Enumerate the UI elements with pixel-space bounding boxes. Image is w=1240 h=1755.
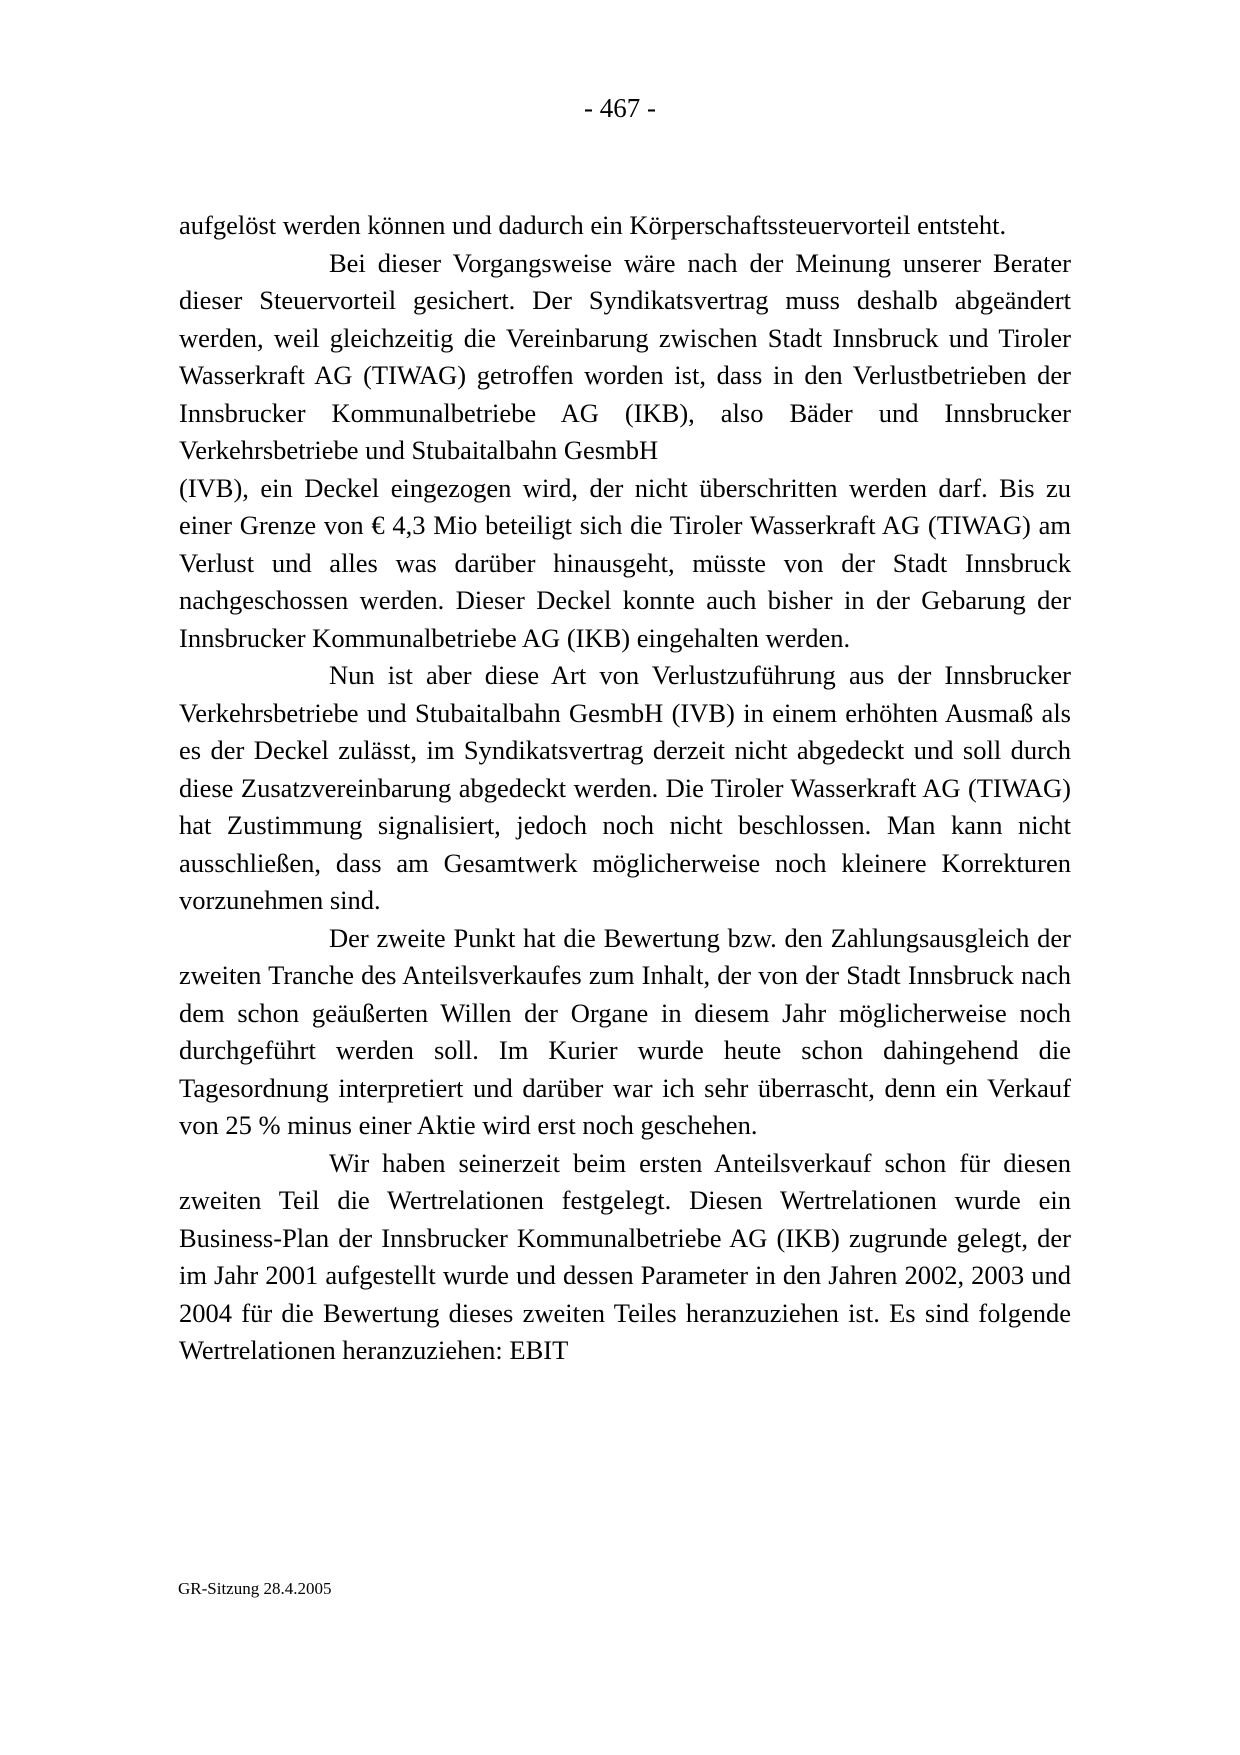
paragraph-continuation: (IVB), ein Deckel eingezogen wird, der nicht überschritten werden darf. Bis zu einer Grenze von € 4,3 Mio beteiligt sich die Tiroler Wasserkraft AG (TIWAG) am Verlust und alles was darüber hinausgeht, müsste von der Stadt Innsbruck nachgeschossen werden. Dieser Deckel konnte auch bisher in der Gebarung der Innsbrucker Kommunalbetriebe AG (IKB) eingehalten werden. bbox=[179, 472, 1071, 653]
paragraph: Bei dieser Vorgangsweise wäre nach der Meinung unserer Berater dieser Steuervorteil gesichert. Der Syndikatsvertrag muss deshalb abgeändert werden, weil gleichzeitig die Vereinbarung zwischen Stadt Innsbruck und Tiroler Wasserkraft AG (TIWAG) getroffen worden ist, dass in den Verlustbetrieben der Innsbrucker Kommunalbetriebe AG (IKB), also Bäder und Innsbrucker Verkehrsbetriebe und Stubaitalbahn GesmbH bbox=[179, 247, 1071, 465]
page-footer: GR-Sitzung 28.4.2005 bbox=[178, 1579, 332, 1598]
paragraph: Der zweite Punkt hat die Bewertung bzw. den Zahlungsausgleich der zweiten Tranche des Anteilsverkaufes zum Inhalt, der von der Stadt Innsbruck nach dem schon geäußerten Willen der Organe in diesem Jahr möglicherweise noch durchgeführt werden soll. Im Kurier wurde heute schon dahingehend die Tagesordnung interpretiert und darüber war ich sehr überrascht, denn ein Verkauf von 25 % minus einer Aktie wird erst noch geschehen. bbox=[179, 922, 1071, 1140]
paragraph: Wir haben seinerzeit beim ersten Anteilsverkauf schon für diesen zweiten Teil die Wertrelationen festgelegt. Diesen Wertrelationen wurde ein Business-Plan der Innsbrucker Kommunalbetriebe AG (IKB) zugrunde gelegt, der im Jahr 2001 aufgestellt wurde und dessen Parameter in den Jahren 2002, 2003 und 2004 für die Bewertung dieses zweiten Teiles heranzuziehen ist. Es sind folgende Wertrelationen heranzuziehen: EBIT bbox=[179, 1147, 1071, 1365]
paragraph-continuation: aufgelöst werden können und dadurch ein Körperschaftssteuervorteil entsteht. bbox=[179, 210, 1007, 240]
page-number: - 467 - bbox=[584, 93, 656, 123]
document-body bbox=[179, 207, 1071, 1370]
paragraph: Nun ist aber diese Art von Verlustzuführung aus der Innsbrucker Verkehrsbetriebe und Stubaitalbahn GesmbH (IVB) in einem erhöhten Ausmaß als es der Deckel zulässt, im Syndikatsvertrag derzeit nicht abgedeckt und soll durch diese Zusatzvereinbarung abgedeckt werden. Die Tiroler Wasserkraft AG (TIWAG) hat Zustimmung signalisiert, jedoch noch nicht beschlossen. Man kann nicht ausschließen, dass am Gesamtwerk möglicherweise noch kleinere Korrekturen vorzunehmen sind. bbox=[179, 660, 1071, 915]
